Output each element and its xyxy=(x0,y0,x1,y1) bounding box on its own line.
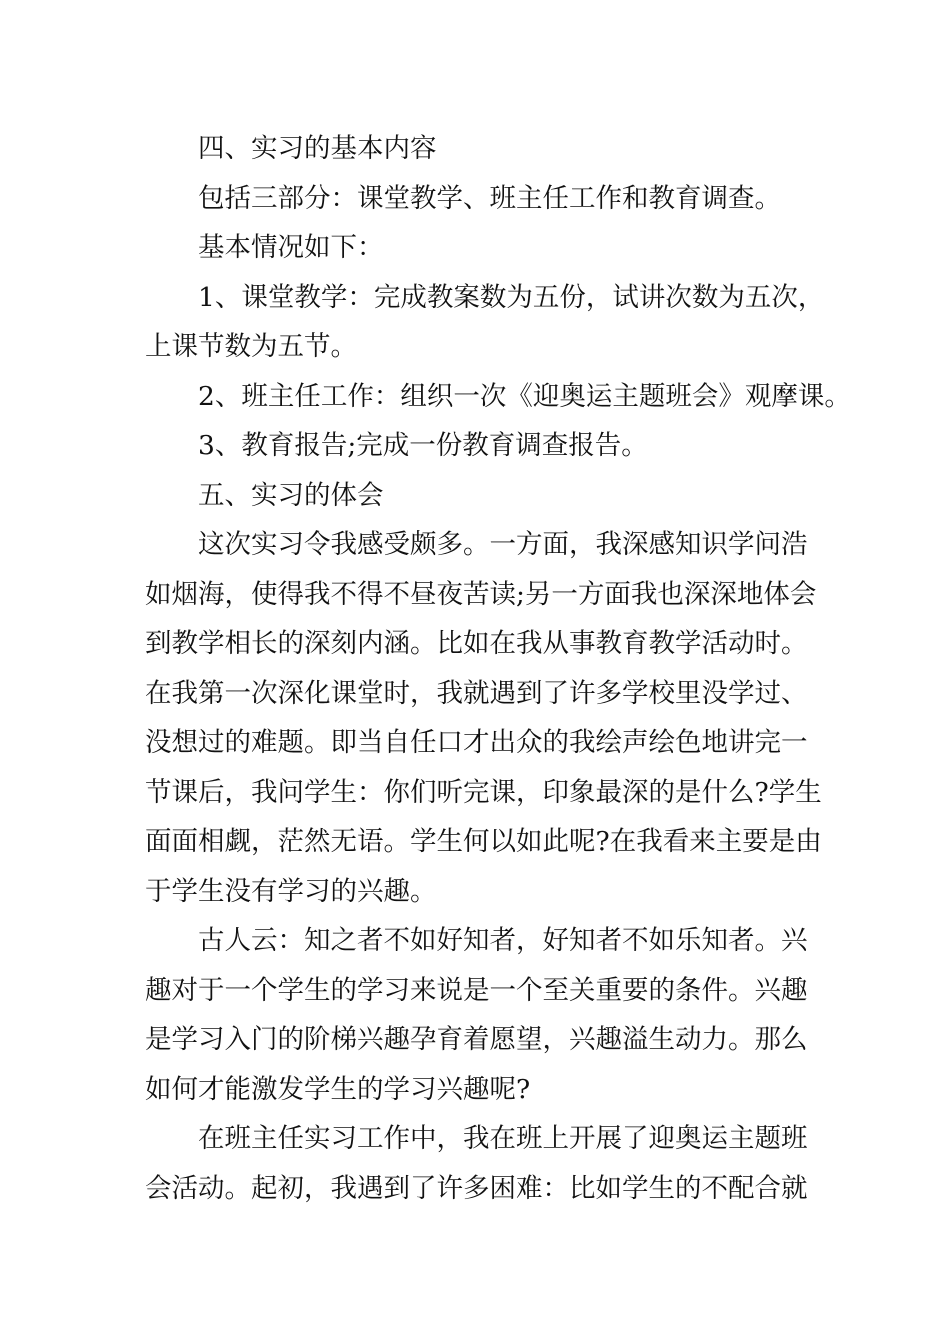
paragraph-class-meeting xyxy=(145,1114,810,1213)
text-line: 四、实习的基本内容 xyxy=(198,133,437,164)
text-line: 是学习入门的阶梯兴趣孕育着愿望，兴趣溢生动力。那么 xyxy=(145,1024,808,1055)
text-line: 节课后，我问学生：你们听完课，印象最深的是什么?学生 xyxy=(145,776,822,808)
text-line: 如何才能激发学生的学习兴趣呢? xyxy=(145,1073,531,1105)
text-line: 古人云：知之者不如好知者，好知者不如乐知者。兴 xyxy=(198,925,808,956)
text-line: 在我第一次深化课堂时，我就遇到了许多学校里没学过、 xyxy=(145,677,808,709)
paragraph-reflection xyxy=(145,520,822,916)
text-line: 趣对于一个学生的学习来说是一个至关重要的条件。兴趣 xyxy=(145,974,808,1006)
text-line: 到教学相长的深刻内涵。比如在我从事教育教学活动时。 xyxy=(145,628,808,659)
text-line: 如烟海，使得我不得不昼夜苦读;另一方面我也深深地体会 xyxy=(145,578,817,610)
paragraph-contents xyxy=(145,174,810,224)
text-line: 上课节数为五节。 xyxy=(145,331,357,362)
text-line: 五、实习的体会 xyxy=(198,479,384,511)
text-line: 面面相觑，茫然无语。学生何以如此呢?在我看来主要是由 xyxy=(145,826,822,857)
text-line: 在班主任实习工作中，我在班上开展了迎奥运主题班 xyxy=(198,1123,808,1154)
text-line: 1、课堂教学：完成教案数为五份，试讲次数为五次， xyxy=(198,281,825,313)
heading-section-four xyxy=(145,124,810,174)
heading-section-five xyxy=(145,471,810,521)
list-item-classroom-teaching xyxy=(145,273,825,372)
paragraph-interest xyxy=(145,916,810,1114)
text-line: 会活动。起初，我遇到了许多困难：比如学生的不配合就 xyxy=(145,1172,808,1204)
text-line: 基本情况如下： xyxy=(198,232,384,263)
text-line: 2、班主任工作：组织一次《迎奥运主题班会》观摩课。 xyxy=(198,380,851,412)
text-line: 没想过的难题。即当自任口才出众的我绘声绘色地讲完一 xyxy=(145,727,808,758)
text-line: 3、教育报告;完成一份教育调查报告。 xyxy=(198,430,648,461)
text-line: 这次实习令我感受颇多。一方面，我深感知识学问浩 xyxy=(198,529,808,560)
paragraph-basic-situation xyxy=(145,223,810,273)
text-line: 包括三部分：课堂教学、班主任工作和教育调查。 xyxy=(198,182,781,214)
document-page xyxy=(145,124,851,1213)
list-item-education-report xyxy=(145,421,810,471)
text-line: 于学生没有学习的兴趣。 xyxy=(145,875,437,907)
list-item-class-teacher-work xyxy=(145,372,851,422)
